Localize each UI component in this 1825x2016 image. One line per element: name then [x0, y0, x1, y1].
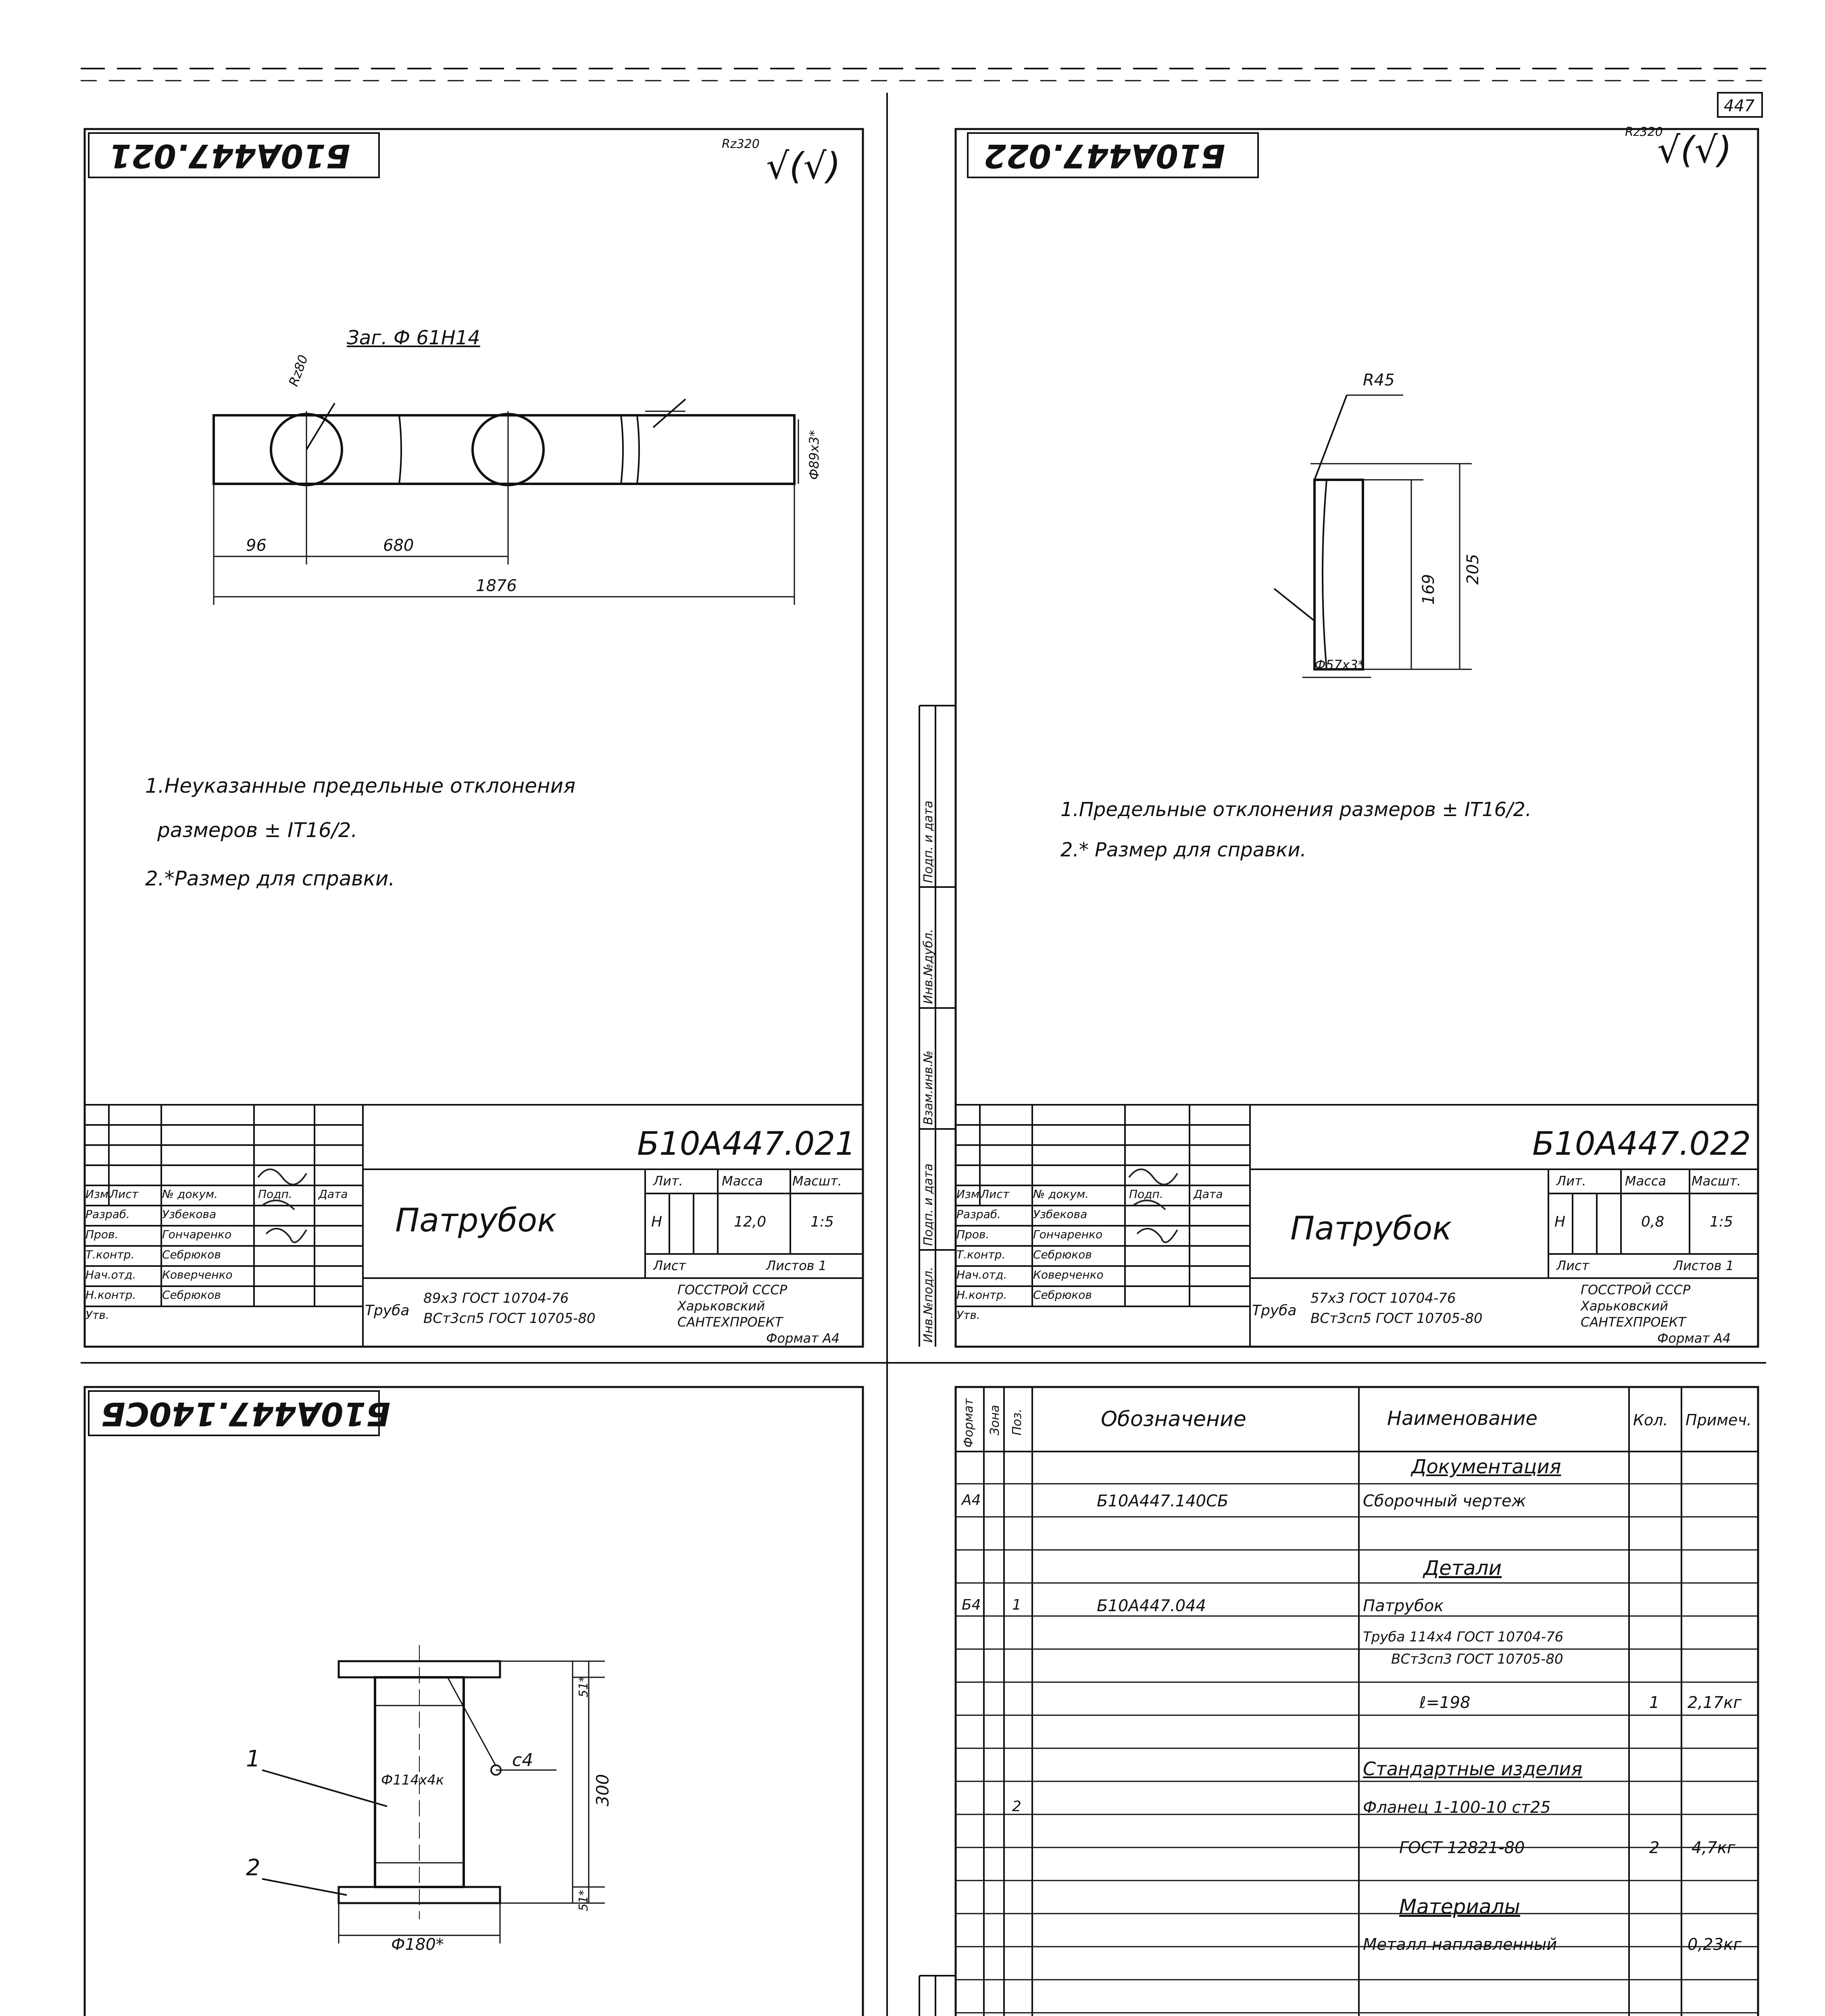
sheet-021-code-flipped: Б10А447.021 — [109, 137, 350, 175]
lit-value: Н — [651, 1214, 662, 1230]
stamp-razrab-name: Узбекова — [1033, 1208, 1088, 1221]
spec-header-zone: Зона — [988, 1405, 1002, 1435]
stamp-nkontr-name: Себрюков — [162, 1288, 221, 1302]
stamp-nachotd-name: Ковеpченко — [162, 1268, 233, 1281]
stamp-prov: Пров. — [85, 1228, 119, 1241]
blank-size-label: Заг. Ф 61Н14 — [347, 327, 480, 349]
material-line-1: 57х3 ГОСТ 10704-76 — [1310, 1290, 1456, 1306]
stamp-tkontr-name: Себрюков — [1033, 1248, 1092, 1261]
scale-value: 1:5 — [1710, 1214, 1733, 1230]
side-inv-dubl: Инв.№дубл. — [921, 929, 935, 1004]
side-podp-data-2: Подп. и дата — [921, 800, 935, 883]
mass-value: 12,0 — [734, 1214, 767, 1230]
position-2: 2 — [246, 1855, 260, 1881]
stamp-razrab: Разраб. — [85, 1208, 130, 1221]
material-line-2: ВСт3сп5 ГОСТ 10705-80 — [1310, 1310, 1483, 1327]
note-2: 2.* Размер для справки. — [1060, 839, 1306, 861]
spec-row-fmt: Б4 — [962, 1597, 981, 1613]
listov-value: Листов 1 — [1673, 1258, 1734, 1273]
stamp-tkontr: Т.контр. — [85, 1248, 135, 1261]
org-line-2: Харьковский — [677, 1298, 765, 1314]
dim-300: 300 — [593, 1774, 612, 1806]
stamp-razrab: Разраб. — [956, 1208, 1001, 1221]
spec-row-name: Труба 114х4 ГОСТ 10704-76 — [1363, 1629, 1564, 1645]
stamp-utv: Утв. — [85, 1308, 109, 1322]
stamp-list: Лист — [981, 1187, 1009, 1201]
scale-value: 1:5 — [810, 1214, 834, 1230]
stamp-izm: Изм. — [85, 1187, 112, 1201]
spec-row-note: 4,7кг — [1692, 1839, 1735, 1857]
stamp-izm: Изм. — [956, 1187, 983, 1201]
position-1: 1 — [246, 1746, 260, 1772]
dim-680: 680 — [383, 536, 414, 555]
stamp-list: Лист — [110, 1187, 138, 1201]
spec-row-pos: 2 — [1012, 1798, 1021, 1815]
weld-c4: с4 — [512, 1750, 533, 1770]
material-line-2: ВСт3сп5 ГОСТ 10705-80 — [423, 1310, 596, 1327]
stamp-data: Дата — [1194, 1187, 1223, 1201]
listov-value: Листов 1 — [766, 1258, 827, 1273]
stamp-nkontr: Н.контр. — [85, 1288, 136, 1302]
spec-section-parts: Детали — [1423, 1556, 1502, 1580]
stamp-podp: Подп. — [1129, 1187, 1163, 1201]
roughness-mark: Rz320 — [722, 137, 760, 151]
note-1: 1.Предельные отклонения размеров ± IT16/2. — [1060, 798, 1532, 821]
org-line-2: Харьковский — [1581, 1298, 1668, 1314]
stamp-nkontr: Н.контр. — [956, 1288, 1007, 1302]
sheet-140sb-code-flipped: Б10А447.140СБ — [101, 1395, 391, 1433]
spec-header-pos: Поз. — [1010, 1408, 1024, 1435]
lit-value: Н — [1554, 1214, 1566, 1230]
stamp-prov: Пров. — [956, 1228, 990, 1241]
dim-d57: Ф57х3* — [1315, 657, 1365, 673]
side-podp-data: Подп. и дата — [921, 1163, 935, 1246]
material-prefix: Труба — [1252, 1302, 1297, 1319]
org-line-1: ГОССТРОЙ СССР — [1581, 1282, 1691, 1297]
dim-169: 169 — [1419, 574, 1438, 605]
sheet-022-code-flipped: Б10А447.022 — [984, 137, 1225, 175]
format-label: Формат А4 — [1657, 1331, 1731, 1346]
spec-row-name: Патрубок — [1363, 1597, 1444, 1615]
spec-section-std: Стандартные изделия — [1363, 1758, 1582, 1780]
spec-row-des: Б10А447.044 — [1097, 1597, 1206, 1615]
part-title: Патрубок — [1290, 1210, 1452, 1247]
page-number: 447 — [1724, 97, 1755, 115]
lit-header: Лит. — [1556, 1173, 1586, 1189]
mass-header: Масса — [1625, 1173, 1667, 1189]
stamp-prov-name: Гончаренко — [1033, 1228, 1103, 1241]
spec-row-qty: 1 — [1649, 1693, 1660, 1712]
side-inv-podl: Инв.№подл. — [921, 1267, 935, 1343]
spec-row-name: Фланец 1-100-10 ст25 — [1363, 1798, 1551, 1817]
spec-row-name: Сборочный чертеж — [1363, 1492, 1526, 1510]
stamp-nachotd: Нач.отд. — [85, 1268, 136, 1281]
material-line-1: 89х3 ГОСТ 10704-76 — [423, 1290, 569, 1306]
mass-value: 0,8 — [1641, 1214, 1665, 1230]
spec-header-name: Наименование — [1387, 1407, 1538, 1430]
stamp-data: Дата — [319, 1187, 348, 1201]
spec-row-name: Металл наплавленный — [1363, 1935, 1557, 1954]
spec-header-designation: Обозначение — [1101, 1407, 1246, 1431]
note-2: 2.*Размер для справки. — [145, 867, 395, 890]
dim-d114: Ф114х4к — [381, 1772, 444, 1788]
spec-row-name: ГОСТ 12821-80 — [1399, 1839, 1525, 1857]
stamp-razrab-name: Узбекова — [162, 1208, 217, 1221]
spec-row-note: 2,17кг — [1688, 1693, 1742, 1712]
dim-51-top: 51* — [577, 1676, 591, 1697]
list-value: Лист — [653, 1258, 686, 1273]
roughness-icon: √(√) — [1657, 129, 1732, 171]
note-1: 1.Неуказанные предельные отклонения — [145, 774, 576, 798]
spec-header-qty: Кол. — [1633, 1411, 1668, 1429]
spec-row-name: ВСт3сп3 ГОСТ 10705-80 — [1391, 1651, 1563, 1667]
drawing-code: Б10А447.022 — [1532, 1125, 1751, 1162]
org-line-1: ГОССТРОЙ СССР — [677, 1282, 788, 1297]
dim-1876: 1876 — [476, 577, 517, 595]
org-line-3: САНТЕХПРОЕКТ — [1581, 1314, 1686, 1330]
r45-label: R45 — [1363, 371, 1395, 389]
side-vzam-inv: Взам.инв.№ — [921, 1050, 935, 1125]
spec-row-qty: 2 — [1649, 1839, 1660, 1857]
lit-header: Лит. — [653, 1173, 683, 1189]
note-1b: размеров ± IT16/2. — [157, 818, 358, 842]
dim-205: 205 — [1464, 554, 1482, 585]
stamp-nkontr-name: Себрюков — [1033, 1288, 1092, 1302]
dim-96: 96 — [246, 536, 267, 555]
format-label: Формат А4 — [766, 1331, 840, 1346]
roughness-icon: √(√) — [766, 145, 841, 187]
scale-header: Масшт. — [792, 1173, 842, 1189]
list-value: Лист — [1556, 1258, 1590, 1273]
spec-section-materials: Материалы — [1399, 1895, 1520, 1918]
spec-header-format: Формат — [962, 1398, 976, 1447]
dim-d89: Ф89х3* — [806, 430, 822, 480]
spec-row-name: ℓ=198 — [1419, 1693, 1471, 1712]
spec-row-pos: 1 — [1012, 1597, 1021, 1613]
spec-section-docs: Документация — [1411, 1456, 1561, 1478]
stamp-tkontr-name: Себрюков — [162, 1248, 221, 1261]
stamp-ndoc: № докум. — [1033, 1187, 1089, 1201]
rz80-label: Rz80 — [285, 353, 311, 388]
spec-row-note: 0,23кг — [1688, 1935, 1742, 1954]
part-title: Патрубок — [395, 1202, 557, 1239]
org-line-3: САНТЕХПРОЕКТ — [677, 1314, 783, 1330]
spec-row-des: Б10А447.140СБ — [1097, 1492, 1229, 1510]
dim-d180: Ф180* — [391, 1935, 444, 1954]
stamp-utv: Утв. — [956, 1308, 980, 1322]
stamp-podp: Подп. — [258, 1187, 292, 1201]
material-prefix: Труба — [365, 1302, 410, 1319]
drawing-code: Б10А447.021 — [637, 1125, 856, 1162]
spec-header-note: Примеч. — [1685, 1411, 1752, 1429]
spec-row-fmt: А4 — [962, 1492, 981, 1508]
stamp-tkontr: Т.контр. — [956, 1248, 1006, 1261]
dim-51-bottom: 51* — [577, 1889, 591, 1911]
stamp-prov-name: Гончаренко — [162, 1228, 232, 1241]
scale-header: Масшт. — [1692, 1173, 1741, 1189]
stamp-ndoc: № докум. — [162, 1187, 218, 1201]
stamp-nachotd-name: Ковеpченко — [1033, 1268, 1104, 1281]
roughness-mark: Rz320 — [1625, 125, 1663, 139]
stamp-nachotd: Нач.отд. — [956, 1268, 1007, 1281]
mass-header: Масса — [722, 1173, 763, 1189]
